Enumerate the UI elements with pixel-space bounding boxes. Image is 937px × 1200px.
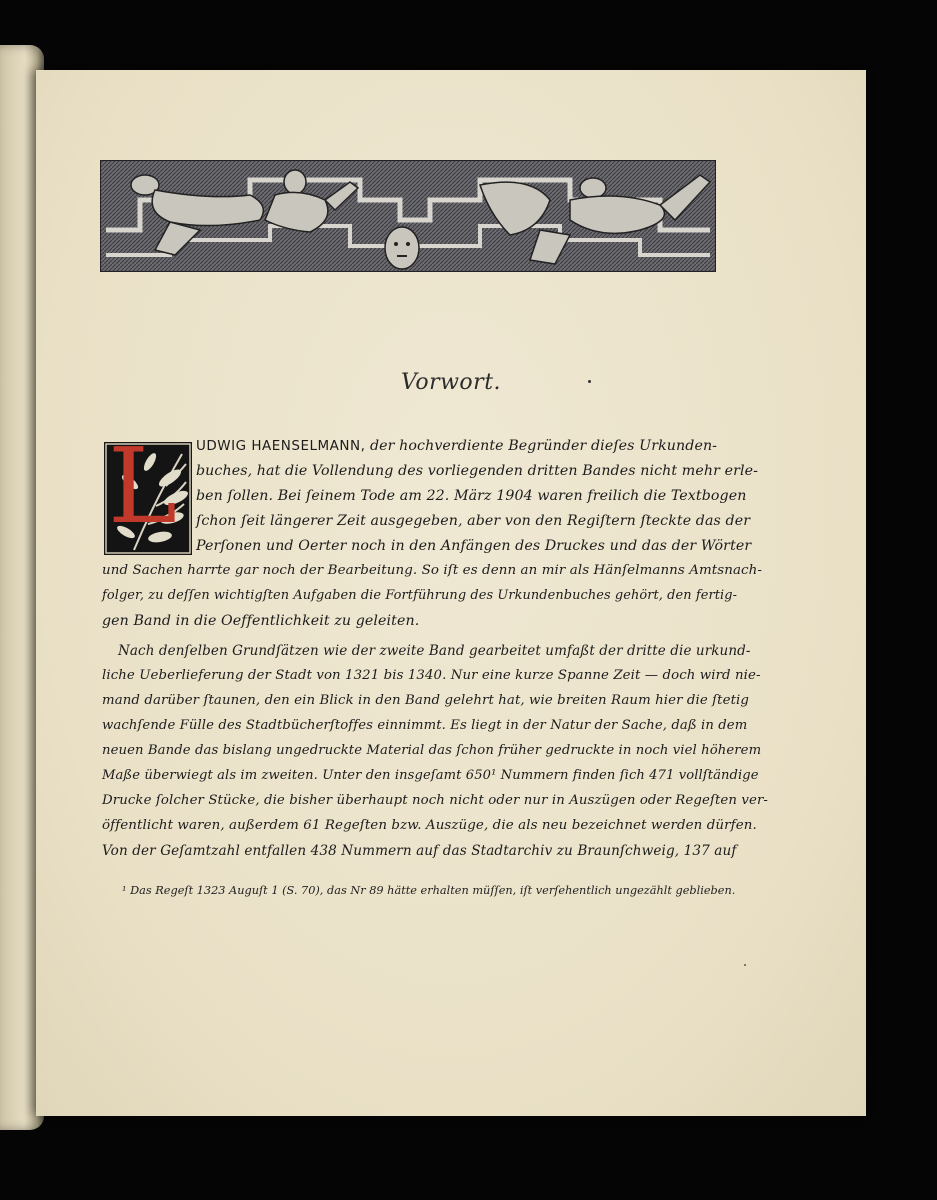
text-line: folger, zu deſſen wichtigſten Aufgaben die Fortführung des Urkundenbuches gehört, den fertig- (102, 588, 738, 603)
text-line: Von der Geſamtzahl entfallen 438 Nummern auf das Stadtarchiv zu Braunſchweig, 137 auf (102, 843, 737, 859)
book-page (36, 70, 866, 1116)
first-word-small-caps: UDWIG HAENSELMANN, (196, 438, 366, 454)
text-line: öffentlicht waren, außerdem 61 Regeſten bzw. Auszüge, die als neu bezeichnet werden dürfen. (102, 818, 757, 833)
page-heading: Vorwort. (400, 370, 502, 395)
paper-speck (744, 964, 746, 966)
text-line: und Sachen harrte gar noch der Bearbeitung. So iſt es denn an mir als Hänſelmanns Amtsnach- (102, 563, 763, 578)
text-line: wachſende Fülle des Stadtbücherſtoffes einnimmt. Es liegt in der Natur der Sache, daß in dem (102, 718, 748, 733)
text-line: Nach denſelben Grundſätzen wie der zweite Band gearbeitet umfaßt der dritte die urkund- (118, 643, 751, 659)
text-line: mand darüber ſtaunen, den ein Blick in den Band gelehrt hat, wie breiten Raum hier die ſtetig (102, 693, 749, 708)
footnote: ¹ Das Regeſt 1323 Auguſt 1 (S. 70), das Nr 89 hätte erhalten müſſen, iſt verſehentlich ungezählt geblieben. (122, 884, 736, 897)
text-line: UDWIG HAENSELMANN, der hochverdiente Begründer dieſes Urkunden- (196, 438, 718, 454)
drop-cap-letter: L (108, 425, 178, 547)
text-line: Perſonen und Oerter noch in den Anfängen des Druckes und das der Wörter (196, 538, 752, 554)
woodcut-frieze-illustration (100, 160, 716, 272)
text-line: Drucke ſolcher Stücke, die bisher überhaupt noch nicht oder nur in Auszügen oder Regeſten ver- (102, 793, 769, 808)
text-line: ben ſollen. Bei ſeinem Tode am 22. März 1904 waren freilich die Textbogen (196, 488, 747, 504)
ink-speck (588, 380, 591, 383)
text-line: ſchon ſeit längerer Zeit ausgegeben, aber von den Regiſtern ſteckte das der (196, 513, 751, 529)
decorated-initial-letter (104, 425, 192, 555)
text-line: neuen Bande das bislang ungedruckte Material das ſchon früher gedruckte in noch viel höherem (102, 743, 762, 758)
text-line: Maße überwiegt als im zweiten. Unter den insgeſamt 650¹ Nummern finden ſich 471 vollſtändige (102, 768, 759, 783)
text-line: gen Band in die Oeffentlichkeit zu geleiten. (102, 613, 420, 629)
text-line: liche Ueberlieferung der Stadt von 1321 bis 1340. Nur eine kurze Spanne Zeit — doch wird nie- (102, 668, 761, 683)
text-line: buches, hat die Vollendung des vorliegenden dritten Bandes nicht mehr erle- (196, 463, 758, 479)
